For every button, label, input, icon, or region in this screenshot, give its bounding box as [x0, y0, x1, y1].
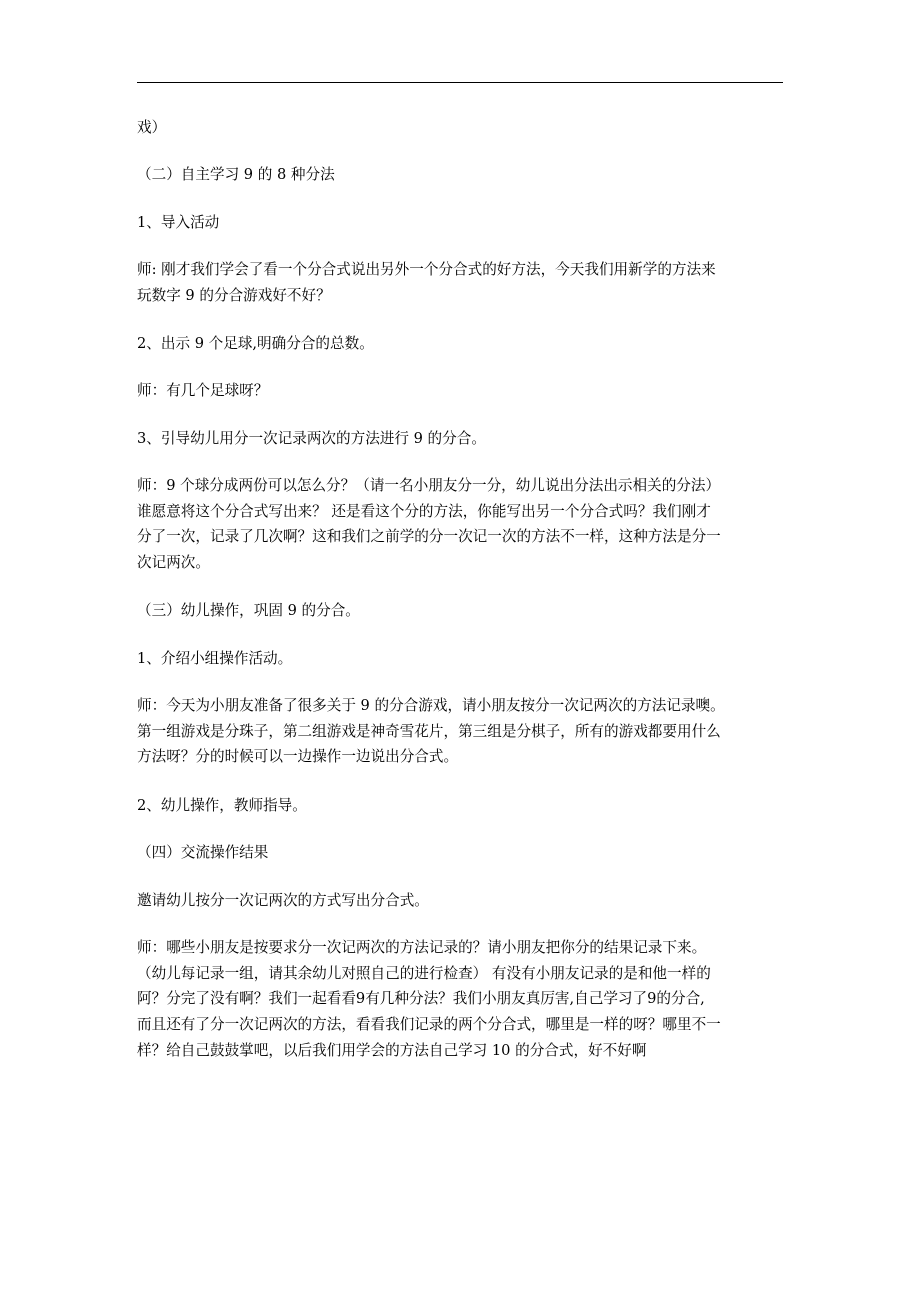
paragraph [137, 693, 797, 770]
paragraph-line: 1、导入活动 [137, 214, 220, 231]
paragraph [137, 257, 797, 308]
paragraph-line: 分了一次，记录了几次啊？这和我们之前学的分一次记一次的方法不一样，这种方法是分一 [137, 528, 721, 546]
paragraph-line: 谁愿意将这个分合式写出来？ 还是看这个分的方法，你能写出另一个分合式吗？我们刚才 [137, 502, 711, 520]
paragraph [137, 331, 797, 357]
paragraph-line: 师: 刚才我们学会了看一个分合式说出另外一个分合式的好方法，今天我们用新学的方法来 [137, 261, 716, 278]
paragraph-line: 第一组游戏是分珠子，第二组游戏是神奇雪花片，第三组是分棋子，所有的游戏都要用什么 [137, 722, 721, 740]
paragraph-line: 师：今天为小朋友准备了很多关于 9 的分合游戏，请小朋友按分一次记两次的方法记录噢。 [137, 697, 725, 714]
paragraph-line: 师：有几个足球呀？ [137, 382, 269, 399]
paragraph [137, 840, 797, 866]
paragraph-line: 次记两次。 [137, 554, 210, 572]
paragraph-line: 1、介绍小组操作活动。 [137, 650, 293, 667]
paragraph [137, 426, 797, 452]
paragraph-line: 样？给自己鼓鼓掌吧，以后我们用学会的方法自己学习 10 的分合式，好不好啊 [137, 1041, 647, 1059]
header-rule [137, 82, 783, 83]
paragraph [137, 115, 797, 141]
paragraph [137, 888, 797, 914]
paragraph [137, 210, 797, 236]
paragraph-line: 而且还有了分一次记两次的方法，看看我们记录的两个分合式，哪里是一样的呀？哪里不一 [137, 1016, 721, 1034]
paragraph [137, 162, 797, 188]
paragraph-line: 2、幼儿操作，教师指导。 [137, 797, 307, 814]
paragraph-line: 2、出示 9 个足球,明确分合的总数。 [137, 335, 374, 352]
paragraph-line: 师：哪些小朋友是按要求分一次记两次的方法记录的？请小朋友把你分的结果记录下来。 [137, 939, 707, 956]
paragraph-line: 戏） [137, 119, 167, 136]
paragraph-line: 师：9 个球分成两份可以怎么分？（请一名小朋友分一分，幼儿说出分法出示相关的分法） [137, 477, 721, 494]
paragraph-line: 邀请幼儿按分一次记两次的方式写出分合式。 [137, 892, 429, 909]
paragraph-line: 方法呀？分的时候可以一边操作一边说出分合式。 [137, 748, 459, 766]
paragraph-line: 玩数字 9 的分合游戏好不好？ [137, 286, 331, 304]
paragraph-line: （幼儿每记录一组，请其余幼儿对照自己的进行检查） 有没有小朋友记录的是和他一样的 [137, 964, 711, 982]
paragraph-line: 3、引导幼儿用分一次记录两次的方法进行 9 的分合。 [137, 430, 486, 447]
paragraph-line: （二）自主学习 9 的 8 种分法 [137, 166, 335, 183]
paragraph-line: （四）交流操作结果 [137, 844, 269, 861]
paragraph [137, 793, 797, 819]
paragraph [137, 646, 797, 672]
paragraph [137, 598, 797, 624]
paragraph [137, 935, 797, 1064]
paragraph [137, 378, 797, 404]
paragraph-line: （三）幼儿操作，巩固 9 的分合。 [137, 602, 360, 619]
paragraph [137, 473, 797, 576]
paragraph-line: 阿？分完了没有啊？我们一起看看9有几种分法？我们小朋友真厉害,自己学习了9的分合, [137, 990, 705, 1008]
